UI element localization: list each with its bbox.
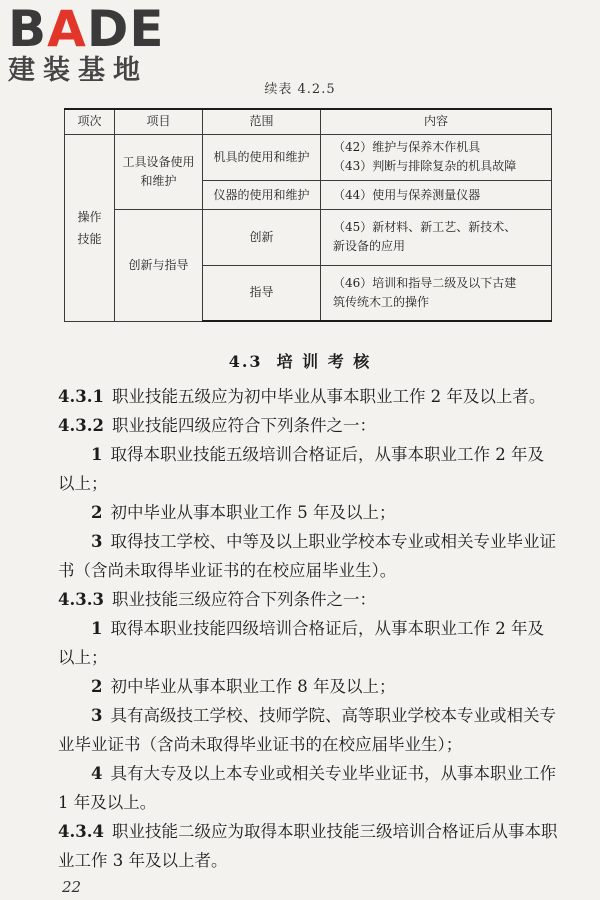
item-number: 1: [91, 445, 103, 464]
clause-4-3-1: [58, 382, 558, 411]
clause-number: 4.3.2: [58, 416, 104, 435]
header-cell: 内容: [321, 109, 552, 134]
table-row: [65, 210, 552, 266]
item-number: 2: [91, 677, 103, 696]
content-cell: （45）新材料、新工艺、新技术、 新设备的应用: [321, 210, 552, 266]
content-cell: （46）培训和指导二级及以下古建 筑传统木工的操作: [321, 265, 552, 321]
section-number: 4.3: [228, 352, 263, 371]
header-cell: 项次: [65, 109, 115, 134]
list-item: [58, 527, 558, 585]
clause-text: 职业技能三级应符合下列条件之一：: [111, 590, 376, 609]
list-item: [58, 701, 558, 759]
range-cell: 创新: [203, 210, 321, 266]
range-cell: 机具的使用和维护: [203, 134, 321, 180]
range-cell: 仪器的使用和维护: [203, 181, 321, 210]
clause-text: 职业技能二级应为取得本职业技能三级培训合格证后从事本职业工作 3 年及以上者。: [58, 822, 558, 870]
skills-table: [64, 108, 552, 322]
item-text: 取得本职业技能五级培训合格证后，从事本职业工作 2 年及以上；: [58, 445, 544, 493]
clause-text: 职业技能五级应为初中毕业从事本职业工作 2 年及以上者。: [111, 387, 546, 406]
list-item: [58, 440, 558, 498]
list-item: [58, 498, 558, 527]
range-cell: 指导: [203, 265, 321, 321]
item-text: 具有大专及以上本专业或相关专业毕业证书，从事本职业工作 1 年及以上。: [58, 764, 556, 812]
item-text: 取得本职业技能四级培训合格证后，从事本职业工作 2 年及以上；: [58, 619, 544, 667]
watermark-logo: [8, 0, 178, 88]
section-heading: [0, 349, 600, 372]
item-text: 初中毕业从事本职业工作 5 年及以上；: [110, 503, 396, 522]
header-cell: 范围: [203, 109, 321, 134]
table-caption: 续表 4.2.5: [264, 82, 336, 97]
logo-wordmark: BADE: [8, 0, 165, 58]
item-cell: 工具设备使用和维护: [115, 134, 203, 209]
item-number: 3: [91, 706, 103, 725]
list-item: [58, 672, 558, 701]
table-row: [65, 134, 552, 180]
item-text: 具有高级技工学校、技师学院、高等职业学校本专业或相关专业毕业证书（含尚未取得毕业证书的在校应届毕业生）；: [58, 706, 556, 754]
header-cell: 项目: [115, 109, 203, 134]
table-header-row: [65, 109, 552, 134]
list-item: [58, 759, 558, 817]
clause-4-3-2: [58, 411, 558, 440]
item-number: 1: [91, 619, 103, 638]
content-cell: （42）维护与保养木作机具 （43）判断与排除复杂的机具故障: [321, 134, 552, 180]
category-cell: 操作技能: [65, 134, 115, 321]
section-title: 培 训 考 核: [276, 352, 372, 371]
item-number: 2: [91, 503, 103, 522]
content-cell: （44）使用与保养测量仪器: [321, 181, 552, 210]
clause-4-3-4: [58, 817, 558, 875]
item-number: 4: [91, 764, 103, 783]
clause-number: 4.3.4: [58, 822, 104, 841]
item-cell: 创新与指导: [115, 210, 203, 321]
clause-text: 职业技能四级应符合下列条件之一：: [111, 416, 376, 435]
clauses-body: [58, 382, 558, 875]
page-number: 22: [62, 878, 82, 896]
clause-number: 4.3.3: [58, 590, 104, 609]
logo-chinese-text: 建装基地: [8, 55, 148, 86]
clause-4-3-3: [58, 585, 558, 614]
item-text: 初中毕业从事本职业工作 8 年及以上；: [110, 677, 396, 696]
clause-number: 4.3.1: [58, 387, 104, 406]
item-text: 取得技工学校、中等及以上职业学校本专业或相关专业毕业证书（含尚未取得毕业证书的在校应届毕业生）。: [58, 532, 556, 580]
list-item: [58, 614, 558, 672]
item-number: 3: [91, 532, 103, 551]
